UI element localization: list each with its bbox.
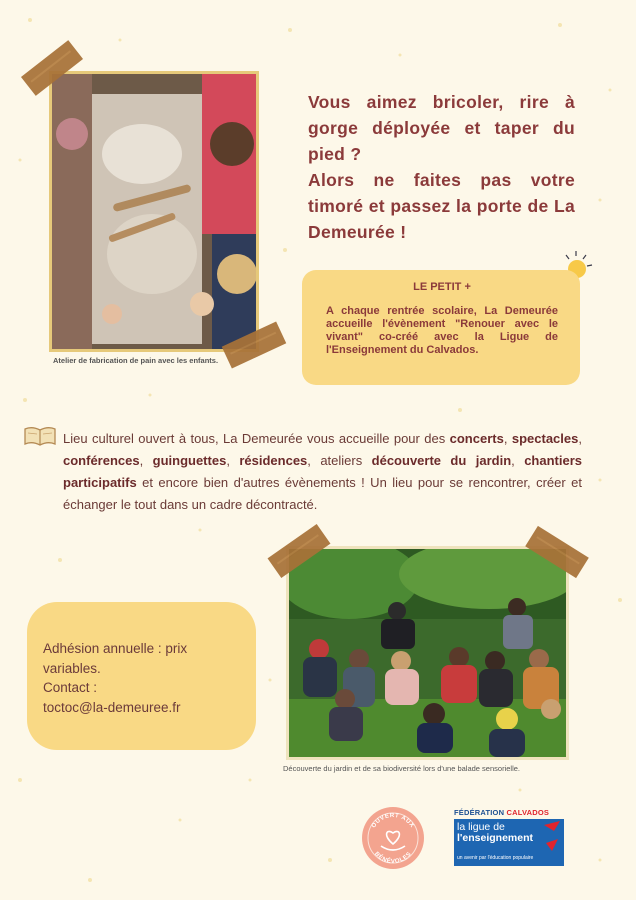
text-segment: , ateliers bbox=[307, 453, 372, 468]
text-segment: , bbox=[503, 431, 512, 446]
headline-line-1: Vous aimez bricoler, rire à gorge déployée et taper du pied ? bbox=[308, 92, 575, 164]
photo-caption: Découverte du jardin et de sa biodiversité lors d'une balade sensorielle. bbox=[283, 764, 520, 773]
contact-box bbox=[27, 602, 256, 750]
ligue-name-1: la ligue de bbox=[457, 821, 505, 833]
text-segment: , bbox=[139, 453, 153, 468]
keyword-conferences: conférences bbox=[63, 453, 140, 468]
garden-discovery-image bbox=[289, 549, 566, 757]
headline bbox=[308, 89, 575, 245]
keyword-residences: résidences bbox=[239, 453, 308, 468]
ligue-federation: FÉDÉRATION bbox=[454, 808, 505, 817]
keyword-decouverte-du-jardin: découverte du jardin bbox=[371, 453, 512, 468]
ligue-name-2: l'enseignement bbox=[457, 831, 534, 844]
ligue-tagline: un avenir par l'éducation populaire bbox=[457, 854, 534, 861]
photo-garden-discovery bbox=[286, 546, 569, 760]
le-petit-plus-text: A chaque rentrée scolaire, La Demeurée accueille l'évènement "Renouer avec le vivant" co-créé avec la Ligue de l'Enseignement du Calvados. bbox=[326, 305, 558, 356]
text-segment: et encore bien d'autres évènements ! Un lieu pour se rencontrer, créer et échanger le tout dans un cadre décontracté. bbox=[63, 475, 582, 512]
open-book-icon bbox=[23, 425, 57, 447]
keyword-concerts: concerts bbox=[449, 431, 504, 446]
ligue-enseignement-logo bbox=[454, 808, 564, 866]
keyword-guinguettes: guinguettes bbox=[152, 453, 227, 468]
contact-label: Contact : bbox=[43, 680, 98, 695]
ligue-dept: CALVADOS bbox=[506, 808, 550, 817]
photo-caption: Atelier de fabrication de pain avec les enfants. bbox=[53, 356, 219, 365]
le-petit-plus-title: LE PETIT + bbox=[413, 281, 471, 293]
keyword-chantiers-participatifs: chantiers participatifs bbox=[63, 453, 582, 490]
text-segment: , bbox=[511, 453, 525, 468]
contact-email[interactable]: toctoc@la-demeuree.fr bbox=[43, 699, 181, 715]
ligue-box bbox=[454, 819, 564, 866]
membership-text: Adhésion annuelle : prix variables. bbox=[43, 641, 188, 676]
text-segment: , bbox=[578, 431, 582, 446]
badge-bottom-text: BÉNÉVOLES bbox=[373, 851, 413, 866]
le-petit-plus-box bbox=[302, 270, 580, 385]
description-paragraph bbox=[63, 428, 582, 516]
volunteers-badge bbox=[361, 806, 425, 870]
bread-workshop-image bbox=[52, 74, 256, 349]
text-segment: , bbox=[226, 453, 240, 468]
ligue-arrow-icon bbox=[542, 821, 562, 853]
text-segment: Lieu culturel ouvert à tous, La Demeurée vous accueille pour des bbox=[63, 431, 450, 446]
keyword-spectacles: spectacles bbox=[511, 431, 579, 446]
badge-top-text: OUVERT AUX bbox=[371, 812, 415, 830]
headline-line-2: Alors ne faites pas votre timoré et passez la porte de La Demeurée ! bbox=[308, 170, 575, 242]
photo-bread-workshop bbox=[49, 71, 259, 352]
ligue-federation-line bbox=[454, 808, 564, 817]
